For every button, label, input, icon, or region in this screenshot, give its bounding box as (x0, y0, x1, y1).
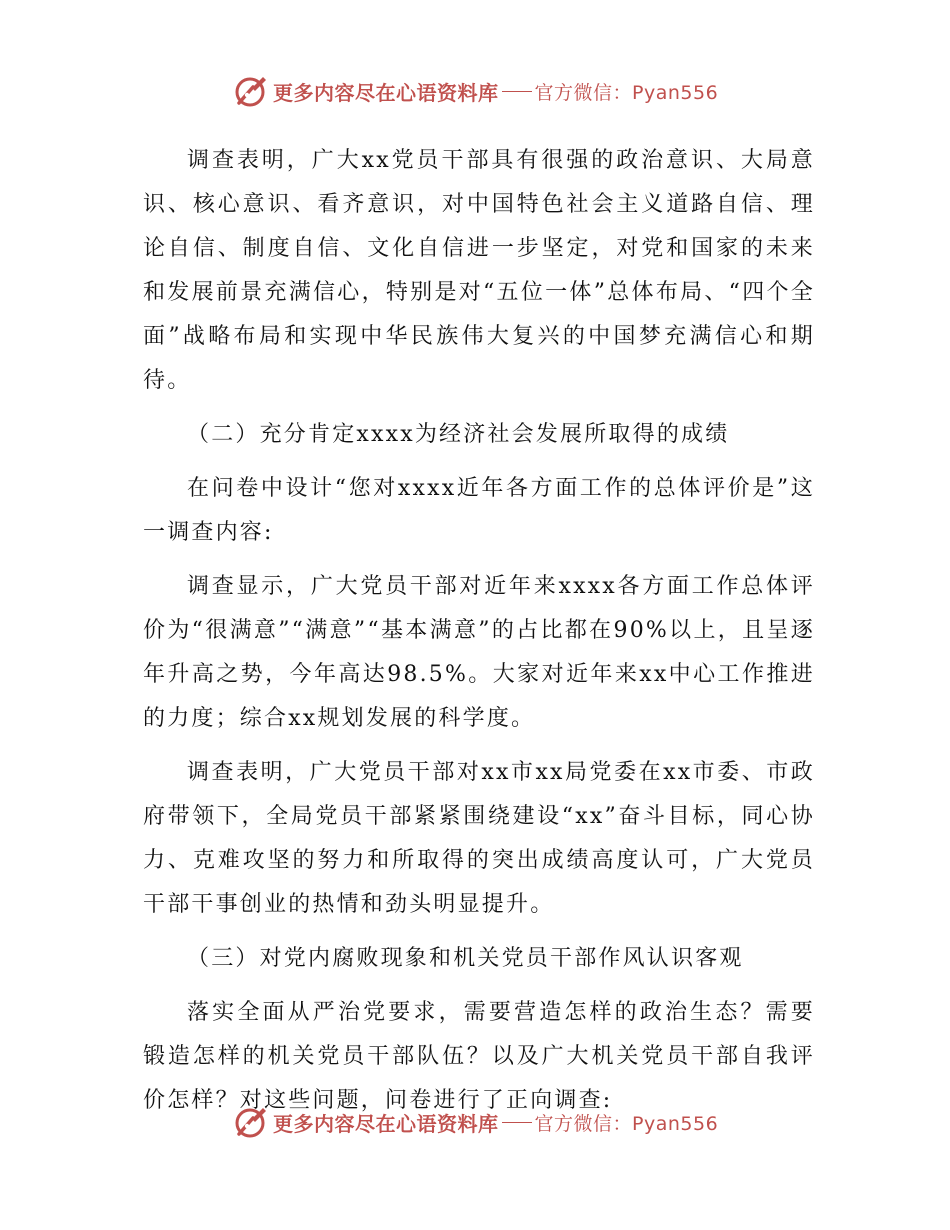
brush-logo-icon (233, 73, 269, 109)
section-heading-2: （二）充分肯定xxxx为经济社会发展所取得的成绩 (187, 422, 730, 447)
brush-logo-icon (233, 1104, 269, 1140)
watermark-dash (502, 1122, 532, 1123)
paragraph-1: 调查表明，广大xx党员干部具有很强的政治意识、大局意识、核心意识、看齐意识，对中国特色社会主义道路自信、理论自信、制度自信、文化自信进一步坚定，对党和国家的未来和发展前景充满信心，特别是对“五位一体”总体布局、“四个全面”战略布局和实现中华民族伟大复兴的中国梦充满信心和期待。 (143, 148, 815, 393)
section-heading-3: （三）对党内腐败现象和机关党员干部作风认识客观 (187, 946, 744, 971)
footer-watermark (233, 1102, 718, 1142)
header-watermark (233, 71, 718, 111)
paragraph-gap (143, 555, 815, 565)
paragraph-5: 落实全面从严治党要求，需要营造怎样的政治生态？需要锻造怎样的机关党员干部队伍？以及广大机关党员干部自我评价怎样？对这些问题，问卷进行了正向调查: (143, 1000, 815, 1113)
watermark-main-text: 更多内容尽在心语资料库 (273, 1111, 499, 1136)
paragraph-gap (143, 741, 815, 751)
document-body (143, 139, 815, 1123)
paragraph-4: 调查表明，广大党员干部对xx市xx局党委在xx市委、市政府带领下，全局党员干部紧紧围绕建设“xx”奋斗目标，同心协力、克难攻坚的努力和所取得的突出成绩高度认可，广大党员干部干事创业的热情和劲头明显提升。 (143, 760, 815, 917)
paragraph-3: 调查显示，广大党员干部对近年来xxxx各方面工作总体评价为“很满意”“满意”“基本满意”的占比都在90%以上，且呈逐年升高之势，今年高达98.5%。大家对近年来xx中心工作推进的力度；综合xx规划发展的科学度。 (143, 574, 815, 731)
watermark-wechat-text: 官方微信：Pyan556 (534, 1112, 719, 1135)
watermark-main-text: 更多内容尽在心语资料库 (273, 80, 499, 105)
paragraph-gap (143, 927, 815, 937)
paragraph-2: 在问卷中设计“您对xxxx近年各方面工作的总体评价是”这一调查内容: (143, 476, 815, 545)
watermark-wechat-text: 官方微信：Pyan556 (534, 81, 719, 104)
paragraph-gap (143, 981, 815, 991)
paragraph-gap (143, 403, 815, 413)
watermark-dash (502, 91, 532, 92)
paragraph-gap (143, 457, 815, 467)
